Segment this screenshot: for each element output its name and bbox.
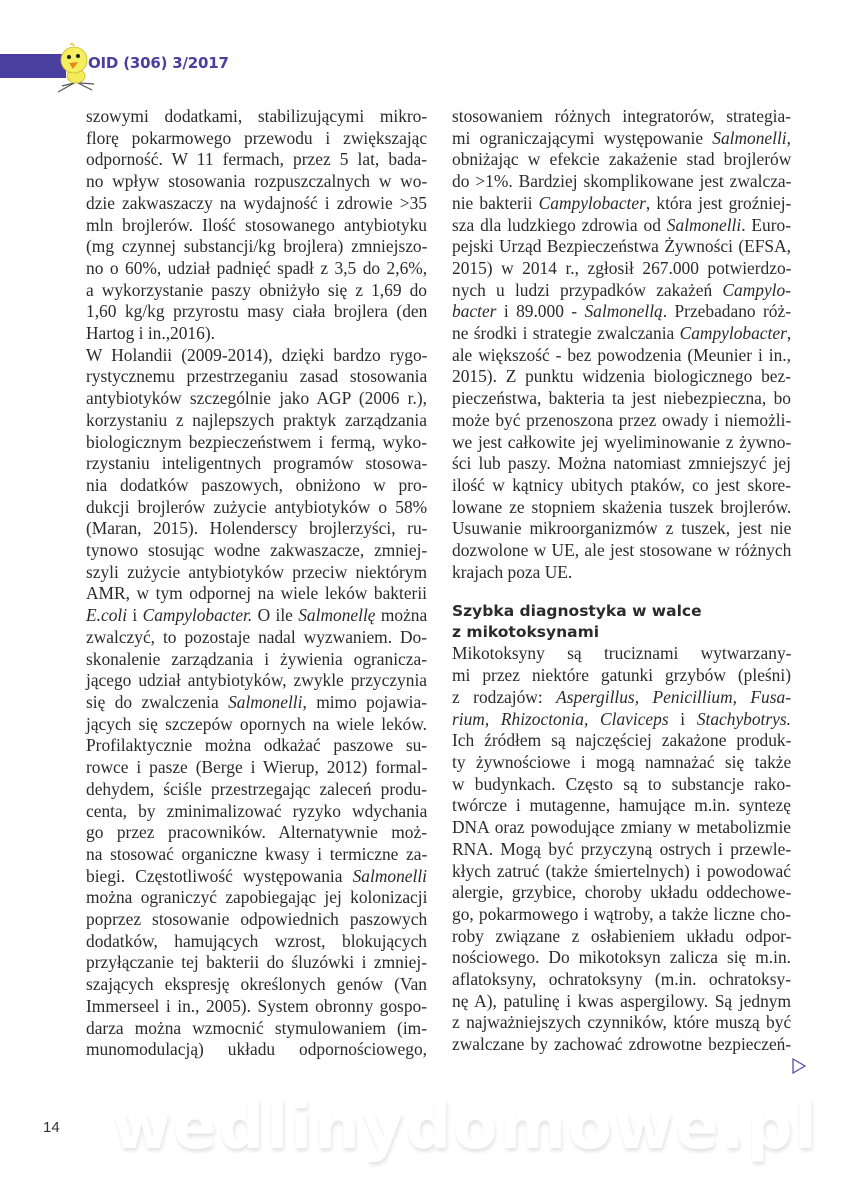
text-run: dodatków, hamujących wzrost, blokujących — [86, 930, 427, 951]
left-column — [86, 106, 427, 1061]
text-run: , która jest groźniej- — [645, 192, 792, 213]
text-line — [452, 432, 791, 454]
text-line — [452, 323, 791, 345]
text-run: dukcji brojlerów zużycie antybiotyków o 58% — [86, 496, 428, 517]
text-line — [86, 822, 427, 844]
text-run: W Holandii (2009-2014), dzięki bardzo rygo- — [86, 344, 428, 365]
text-line — [86, 757, 427, 779]
text-run: Usuwanie mikroorganizmów z tuszek, jest nie — [452, 518, 792, 539]
text-line — [86, 453, 427, 475]
issue-title: OID (306) 3/2017 — [88, 54, 229, 72]
text-run: , — [786, 127, 791, 148]
text-run: biologicznym bezpieczeństwem i fermą, wyko- — [86, 431, 427, 452]
text-run: można ograniczyć zapobiegając jej kolonizacji — [86, 887, 428, 908]
text-line — [452, 497, 791, 519]
text-line — [452, 540, 791, 562]
text-run: może być przenoszona przez owady i niemożli- — [452, 409, 792, 430]
text-line — [86, 258, 427, 280]
italic-term: Salmonellę — [298, 605, 376, 626]
text-line — [452, 752, 791, 774]
text-run: ści lub paszy. Można natomiast zmniejszyć jej — [452, 453, 791, 474]
text-line — [452, 817, 791, 839]
text-run: sza dla ludzkiego zdrowia od — [452, 214, 667, 235]
right-column-text-part1 — [452, 106, 791, 583]
text-run: krajach poza UE. — [452, 561, 573, 582]
text-run: i 89.000 - — [496, 301, 585, 322]
text-run: nę A), patulinę i kwas aspergilowy. Są jednym — [452, 990, 791, 1011]
text-line — [86, 410, 427, 432]
text-line — [86, 887, 427, 909]
text-run: . Euro- — [741, 214, 792, 235]
text-run: antybiotyków szczególnie jako AGP (2006 r.), — [86, 388, 427, 409]
text-line — [86, 801, 427, 823]
text-line — [452, 106, 791, 128]
text-run: ne środki i strategie zwalczania — [452, 323, 680, 344]
text-line — [86, 366, 427, 388]
text-run: nie bakterii — [452, 192, 539, 213]
text-run: przyłączanie tej bakterii do śluzówki i zmniej- — [86, 952, 427, 973]
text-run: i — [668, 708, 697, 729]
text-line — [86, 670, 427, 692]
text-line — [86, 128, 427, 150]
text-line — [452, 345, 791, 367]
text-line — [86, 562, 427, 584]
text-line — [452, 774, 791, 796]
text-run: 1,60 kg/kg przyrostu masy ciała brojlera (den — [86, 301, 428, 322]
text-line — [86, 931, 427, 953]
text-run: odporność. W 11 fermach, przez 5 lat, bada- — [86, 149, 427, 170]
text-run: mi przez niektóre gatunki grzybów (pleśni) — [452, 665, 791, 686]
text-run: rystycznemu przestrzeganiu zasad stosowania — [86, 366, 428, 387]
page-number: 14 — [43, 1119, 60, 1136]
text-run: centa, by zminimalizować ryzyko wdychania — [86, 800, 428, 821]
text-line — [86, 627, 427, 649]
text-run: kłych zatruć (także śmiertelnych) i powodować — [452, 860, 791, 881]
text-line — [86, 1018, 427, 1040]
text-run: mi ograniczającymi występowanie — [452, 127, 713, 148]
text-run: jącego udział antybiotyków, zwykle przyczynia — [86, 670, 427, 691]
italic-term: Campylo- — [722, 279, 791, 300]
text-line — [452, 562, 791, 584]
text-run: szowymi dodatkami, stabilizującymi mikro- — [86, 106, 428, 126]
text-run: a wykorzystanie paszy obniżyło się z 1,69 do — [86, 279, 427, 300]
text-run: 2015). Z punktu widzenia biologicznego bez- — [452, 366, 791, 387]
italic-term: Stachybotrys. — [696, 708, 791, 729]
text-line — [86, 909, 427, 931]
text-line — [452, 215, 791, 237]
text-run: stosowaniem różnych integratorów, strategia- — [452, 106, 791, 126]
text-line — [86, 388, 427, 410]
text-line — [452, 149, 791, 171]
text-line — [86, 996, 427, 1018]
text-line — [452, 301, 791, 323]
text-run: nych u ludzi przypadków zakażeń — [452, 279, 723, 300]
text-line — [86, 714, 427, 736]
italic-term: Salmonelli — [352, 865, 427, 886]
text-run: jących się szczepów opornych na wiele leków. — [86, 713, 427, 734]
text-line — [86, 301, 427, 323]
text-run: go przez pracowników. Alternatywnie moż- — [86, 822, 427, 843]
text-line — [86, 345, 427, 367]
text-line — [86, 432, 427, 454]
text-run: obniżając w efekcie zakażenie stad brojlerów — [452, 149, 792, 170]
text-run: tynowo stosując wodne zakwaszacze, zmniej- — [86, 540, 428, 561]
text-line — [452, 926, 791, 948]
text-line — [452, 839, 791, 861]
text-line — [452, 236, 791, 258]
text-run: poprzez stosowanie odpowiednich paszowych — [86, 909, 428, 930]
text-line — [452, 643, 791, 665]
page-header — [0, 0, 853, 100]
text-line — [86, 692, 427, 714]
italic-term: rium, Rhizoctonia, Claviceps — [452, 708, 669, 729]
text-line — [86, 583, 427, 605]
text-run: , mimo pojawia- — [302, 691, 427, 712]
text-run: . Przebadano róż- — [662, 301, 791, 322]
text-run: na stosować organiczne kwasy i termiczne za- — [86, 843, 428, 864]
continue-arrow-icon — [791, 1058, 807, 1074]
text-line — [86, 497, 427, 519]
italic-term: Salmonelli — [712, 127, 787, 148]
text-run: dozwolone w UE, ale jest stosowane w różnych — [452, 540, 792, 561]
text-line — [452, 388, 791, 410]
text-run: (Maran, 2015). Holenderscy brojlerzyści, ru- — [86, 518, 428, 539]
text-line — [452, 665, 791, 687]
text-line — [452, 1034, 791, 1056]
text-run: O ile — [252, 605, 299, 626]
text-line — [86, 475, 427, 497]
text-run: 2015) w 2014 r., zgłosił 267.000 potwierdzo- — [452, 257, 792, 278]
text-line — [86, 193, 427, 215]
italic-term: E.coli — [86, 605, 128, 626]
text-line — [86, 779, 427, 801]
text-run: Hartog i in.,2016). — [86, 323, 215, 344]
text-run: ale większość - bez powodzenia (Meunier i in., — [452, 344, 791, 365]
text-run: DNA oraz powodujące zmiany w metabolizmie — [452, 817, 791, 838]
right-column — [452, 106, 791, 1056]
text-line — [452, 1012, 791, 1034]
text-run: biegi. Częstotliwość występowania — [86, 865, 353, 886]
text-line — [452, 258, 791, 280]
text-run: do >1%. Bardziej skomplikowane jest zwalcza- — [452, 171, 792, 192]
text-run: twórcze i mutagenne, hamujące m.in. syntezę — [452, 795, 791, 816]
text-line — [452, 947, 791, 969]
text-line — [86, 844, 427, 866]
text-line — [86, 866, 427, 888]
text-line — [86, 1039, 427, 1061]
text-run: florę pokarmowego przewodu i zwiększając — [86, 127, 428, 148]
text-line — [452, 193, 791, 215]
text-run: korzystaniu z najlepszych praktyk zarządzania — [86, 409, 427, 430]
text-run: we jest całkowite jej wyeliminowanie z żywno- — [452, 431, 792, 452]
text-line — [86, 605, 427, 627]
text-run: ty żywnościowe i mogą namnażać się także — [452, 751, 792, 772]
text-line — [452, 709, 791, 731]
text-line — [452, 904, 791, 926]
italic-term: Campylobacter — [679, 323, 787, 344]
italic-term: Campylobacter — [538, 192, 646, 213]
text-run: munomodulacją) układu odpornościowego, — [86, 1039, 427, 1060]
italic-term: bacter — [452, 301, 497, 322]
text-run: alergie, grzybice, choroby układu oddechowe- — [452, 882, 792, 903]
text-run: ilość w kątnicy ubitych ptaków, co jest skore- — [452, 474, 791, 495]
text-run: roby związane z osłabieniem układu odpor- — [452, 925, 792, 946]
text-run: AMR, w tym odpornej na wiele leków bakterii — [86, 583, 427, 604]
text-line — [86, 106, 427, 128]
text-line — [452, 171, 791, 193]
text-run: darza można wzmocnić stymulowaniem (im- — [86, 1017, 427, 1038]
text-run: w budynkach. Często są to substancje rako- — [452, 773, 791, 794]
text-run: (mg czynnej substancji/kg brojlera) zmniejszo- — [86, 236, 428, 257]
text-run: z najważniejszych czynników, które muszą być — [452, 1012, 792, 1033]
text-run: lowane ze stopniem skażenia tuszek brojlerów. — [452, 496, 792, 517]
text-line — [86, 974, 427, 996]
text-line — [452, 969, 791, 991]
text-run: Profilaktycznie można odkażać paszowe su- — [86, 735, 428, 756]
text-line — [452, 475, 791, 497]
text-line — [452, 410, 791, 432]
right-column-text-part2 — [452, 643, 791, 1055]
text-line — [86, 323, 427, 345]
text-run: dehydem, ściśle przestrzegając zaleceń produ- — [86, 778, 428, 799]
text-run: i — [127, 605, 143, 626]
text-run: go, pokarmowego i wątroby, a także liczne cho- — [452, 903, 791, 924]
italic-term: Salmonelli — [666, 214, 742, 235]
text-run: no o 60%, udział padnięć spadł z 3,5 do 2,6%, — [86, 257, 428, 278]
text-line — [86, 149, 427, 171]
section-heading-line2: z mikotoksynami — [452, 623, 600, 642]
text-line — [86, 540, 427, 562]
text-line — [86, 171, 427, 193]
text-line — [452, 453, 791, 475]
text-line — [452, 882, 791, 904]
text-run: RNA. Mogą być przyczyną ostrych i przewle- — [452, 838, 792, 859]
text-line — [86, 649, 427, 671]
text-line — [452, 991, 791, 1013]
text-run: aflatoksyny, ochratoksyny (m.in. ochratoksy- — [452, 969, 791, 990]
text-line — [86, 236, 427, 258]
text-line — [452, 730, 791, 752]
text-run: można — [375, 605, 428, 626]
text-line — [452, 861, 791, 883]
text-line — [452, 795, 791, 817]
text-line — [86, 518, 427, 540]
watermark: wedlinydomowe.pl — [112, 1090, 819, 1164]
text-run: szających ekspresję określonych genów (Van — [86, 974, 427, 995]
text-run: zwalczane by zachować zdrowotne bezpieczeń- — [452, 1034, 792, 1055]
text-run: mln brojlerów. Ilość stosowanego antybiotyku — [86, 214, 427, 235]
italic-term: Salmonelli — [228, 691, 303, 712]
text-run: Immerseel i in., 2005). System obronny gospo- — [86, 995, 427, 1016]
text-line — [452, 518, 791, 540]
text-run: się do zwalczenia — [86, 691, 229, 712]
text-run: nościowego. Do mikotoksyn zalicza się m.in. — [452, 947, 791, 968]
text-run: no wpływ stosowania rozpuszczalnych w wo- — [86, 171, 428, 192]
text-run: Mikotoksyny są truciznami wytwarzany- — [452, 643, 792, 664]
text-line — [86, 735, 427, 757]
text-line — [452, 366, 791, 388]
text-run: , — [786, 323, 792, 344]
text-run: pieczeństwa, bakteria ta jest niebezpieczna, bo — [452, 388, 791, 409]
text-run: skonalenie zarządzania i żywienia ogranicza- — [86, 648, 427, 669]
text-line — [86, 215, 427, 237]
italic-term: Campylobacter. — [142, 605, 253, 626]
text-run: Ich źródłem są najczęściej zakażone produk- — [452, 730, 792, 751]
text-run: z rodzajów: — [452, 686, 557, 707]
section-heading-line1: Szybka diagnostyka w walce — [452, 602, 702, 621]
text-line — [452, 128, 791, 150]
text-line — [452, 687, 791, 709]
text-run: rowce i pasze (Berge i Wierup, 2012) formal- — [86, 757, 428, 778]
text-line — [452, 280, 791, 302]
section-heading — [452, 601, 791, 643]
text-run: rzystaniu inteligentnych programów stosowa- — [86, 453, 428, 474]
text-run: dzie zakwaszaczy na wydajność i zdrowie >35 — [86, 192, 427, 213]
text-line — [86, 280, 427, 302]
text-run: szyli zużycie antybiotyków przeciw niektórym — [86, 561, 427, 582]
text-line — [86, 952, 427, 974]
text-run: pejski Urząd Bezpieczeństwa Żywności (EFSA, — [452, 236, 791, 257]
italic-term: Salmonellą — [584, 301, 663, 322]
italic-term: Aspergillus, Penicillium, Fusa- — [556, 686, 792, 707]
text-run: nia dodatków paszowych, obniżono w pro- — [86, 474, 428, 495]
text-run: zwalczyć, to pozostaje nadal wyzwaniem. Do- — [86, 626, 428, 647]
